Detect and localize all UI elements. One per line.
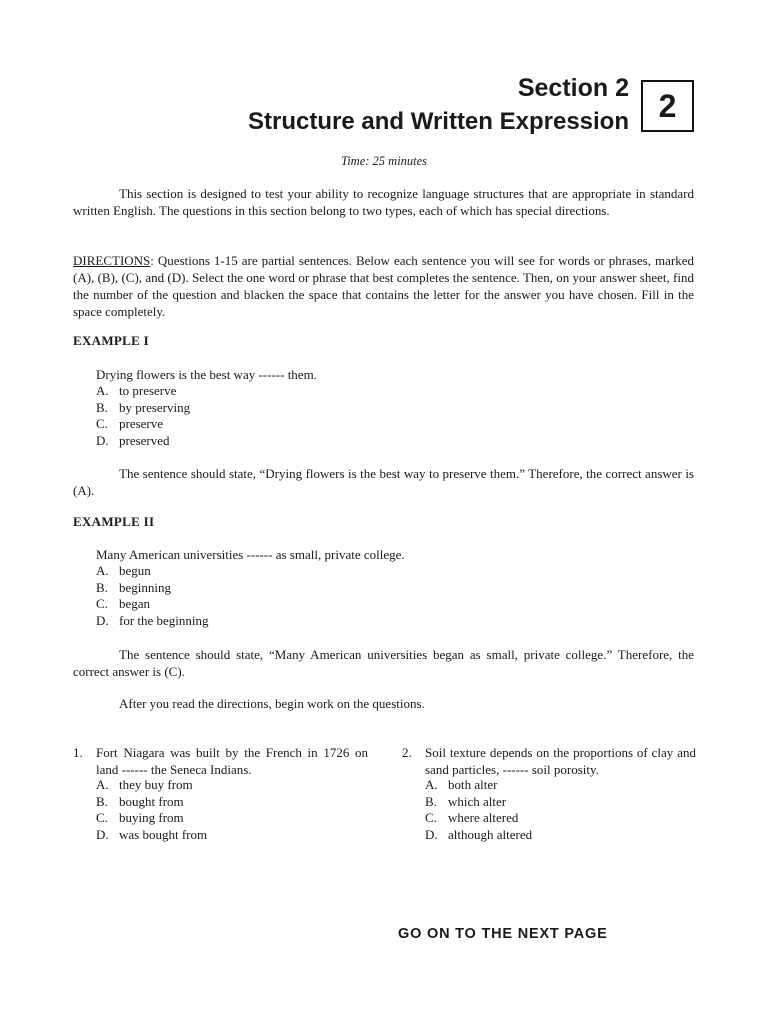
option [96, 810, 207, 827]
example-stem: Many American universities ------ as small, private college. [96, 547, 405, 562]
question-2 [402, 745, 696, 845]
directions-text: : Questions 1-15 are partial sentences. Below each sentence you will see for words or phrases, marked (A), (B), (C), and (D). Select the one word or phrase that best completes the sentence. Then, on your answer sheet, find the number of the question and blacken the space that contains the letter for the answer you have chosen. Fill in the space completely. [73, 253, 694, 319]
option-letter: B. [425, 793, 437, 809]
option [96, 794, 207, 811]
option [425, 810, 532, 827]
section-label: Section 2 [517, 74, 629, 102]
option-letter: D. [425, 826, 438, 842]
question-options [425, 777, 532, 843]
option-text: preserve [119, 416, 164, 431]
option-text: for the beginning [119, 612, 209, 628]
option-text: to preserve [119, 383, 177, 398]
option-text: bought from [119, 793, 184, 809]
option-letter: A. [96, 383, 109, 398]
begin-text: After you read the directions, begin work on the questions. [119, 696, 425, 711]
option-letter: D. [96, 826, 109, 842]
section-title: Structure and Written Expression [248, 108, 629, 135]
example-heading: EXAMPLE I [73, 333, 150, 348]
option [96, 580, 209, 597]
option-text: both alter [448, 777, 498, 792]
option [96, 613, 209, 630]
option-letter: B. [96, 793, 108, 809]
option [96, 433, 190, 450]
option [96, 827, 207, 844]
question-number: 2. [402, 745, 412, 760]
question-text: Soil texture depends on the proportions of clay and sand particles, ------ soil porosity. [425, 745, 696, 777]
option-letter: C. [96, 596, 108, 611]
option [96, 383, 190, 400]
question-text: Fort Niagara was built by the French in 1726 on land ------ the Seneca Indians. [96, 745, 368, 777]
option-letter: D. [96, 612, 109, 628]
option-letter: D. [96, 432, 109, 448]
option-letter: B. [96, 399, 108, 415]
option-letter: A. [425, 777, 438, 792]
option-text: was bought from [119, 826, 208, 842]
option [96, 563, 209, 580]
directions-label: DIRECTIONS [73, 253, 151, 268]
begin-instruction [73, 695, 694, 712]
option [96, 777, 207, 794]
option-text: by preserving [119, 399, 191, 415]
option-text: although altered [448, 826, 533, 842]
example-options [96, 563, 209, 629]
question-1 [73, 745, 368, 845]
option-text: begun [119, 563, 151, 578]
option [425, 794, 532, 811]
intro-paragraph [73, 185, 694, 219]
example-stem: Drying flowers is the best way ------ them. [96, 367, 317, 382]
example-heading: EXAMPLE II [73, 514, 155, 529]
option-letter: A. [96, 563, 109, 578]
option-text: preserved [119, 432, 170, 448]
option-letter: C. [96, 416, 108, 431]
intro-text: This section is designed to test your ability to recognize language structures that are appropriate in standard written English. The questions in this section belong to two types, each of which has special directions. [73, 186, 694, 218]
option-letter: C. [96, 810, 108, 825]
explanation-text: The sentence should state, “Many American universities began as small, private college.” Therefore, the correct answer is (C). [73, 647, 694, 679]
option [96, 416, 190, 433]
option-text: buying from [119, 810, 184, 825]
option-letter: A. [96, 777, 109, 792]
question-options [96, 777, 207, 843]
option-text: beginning [119, 579, 171, 595]
option-letter: B. [96, 579, 108, 595]
option [425, 777, 532, 794]
option [425, 827, 532, 844]
option-text: where altered [448, 810, 519, 825]
option-text: began [119, 596, 151, 611]
explanation-text: The sentence should state, “Drying flowers is the best way to preserve them.” Therefore, the correct answer is (A). [73, 466, 694, 498]
option-text: they buy from [119, 777, 193, 792]
example-options [96, 383, 190, 449]
directions-paragraph [73, 252, 694, 320]
section-number-box: 2 [641, 80, 694, 132]
option [96, 400, 190, 417]
option-letter: C. [425, 810, 437, 825]
example-explanation [73, 465, 694, 499]
option [96, 596, 209, 613]
time-limit: Time: 25 minutes [340, 154, 428, 168]
option-text: which alter [448, 793, 507, 809]
next-page-notice: GO ON TO THE NEXT PAGE [398, 926, 608, 942]
example-explanation [73, 646, 694, 680]
question-number: 1. [73, 745, 83, 760]
